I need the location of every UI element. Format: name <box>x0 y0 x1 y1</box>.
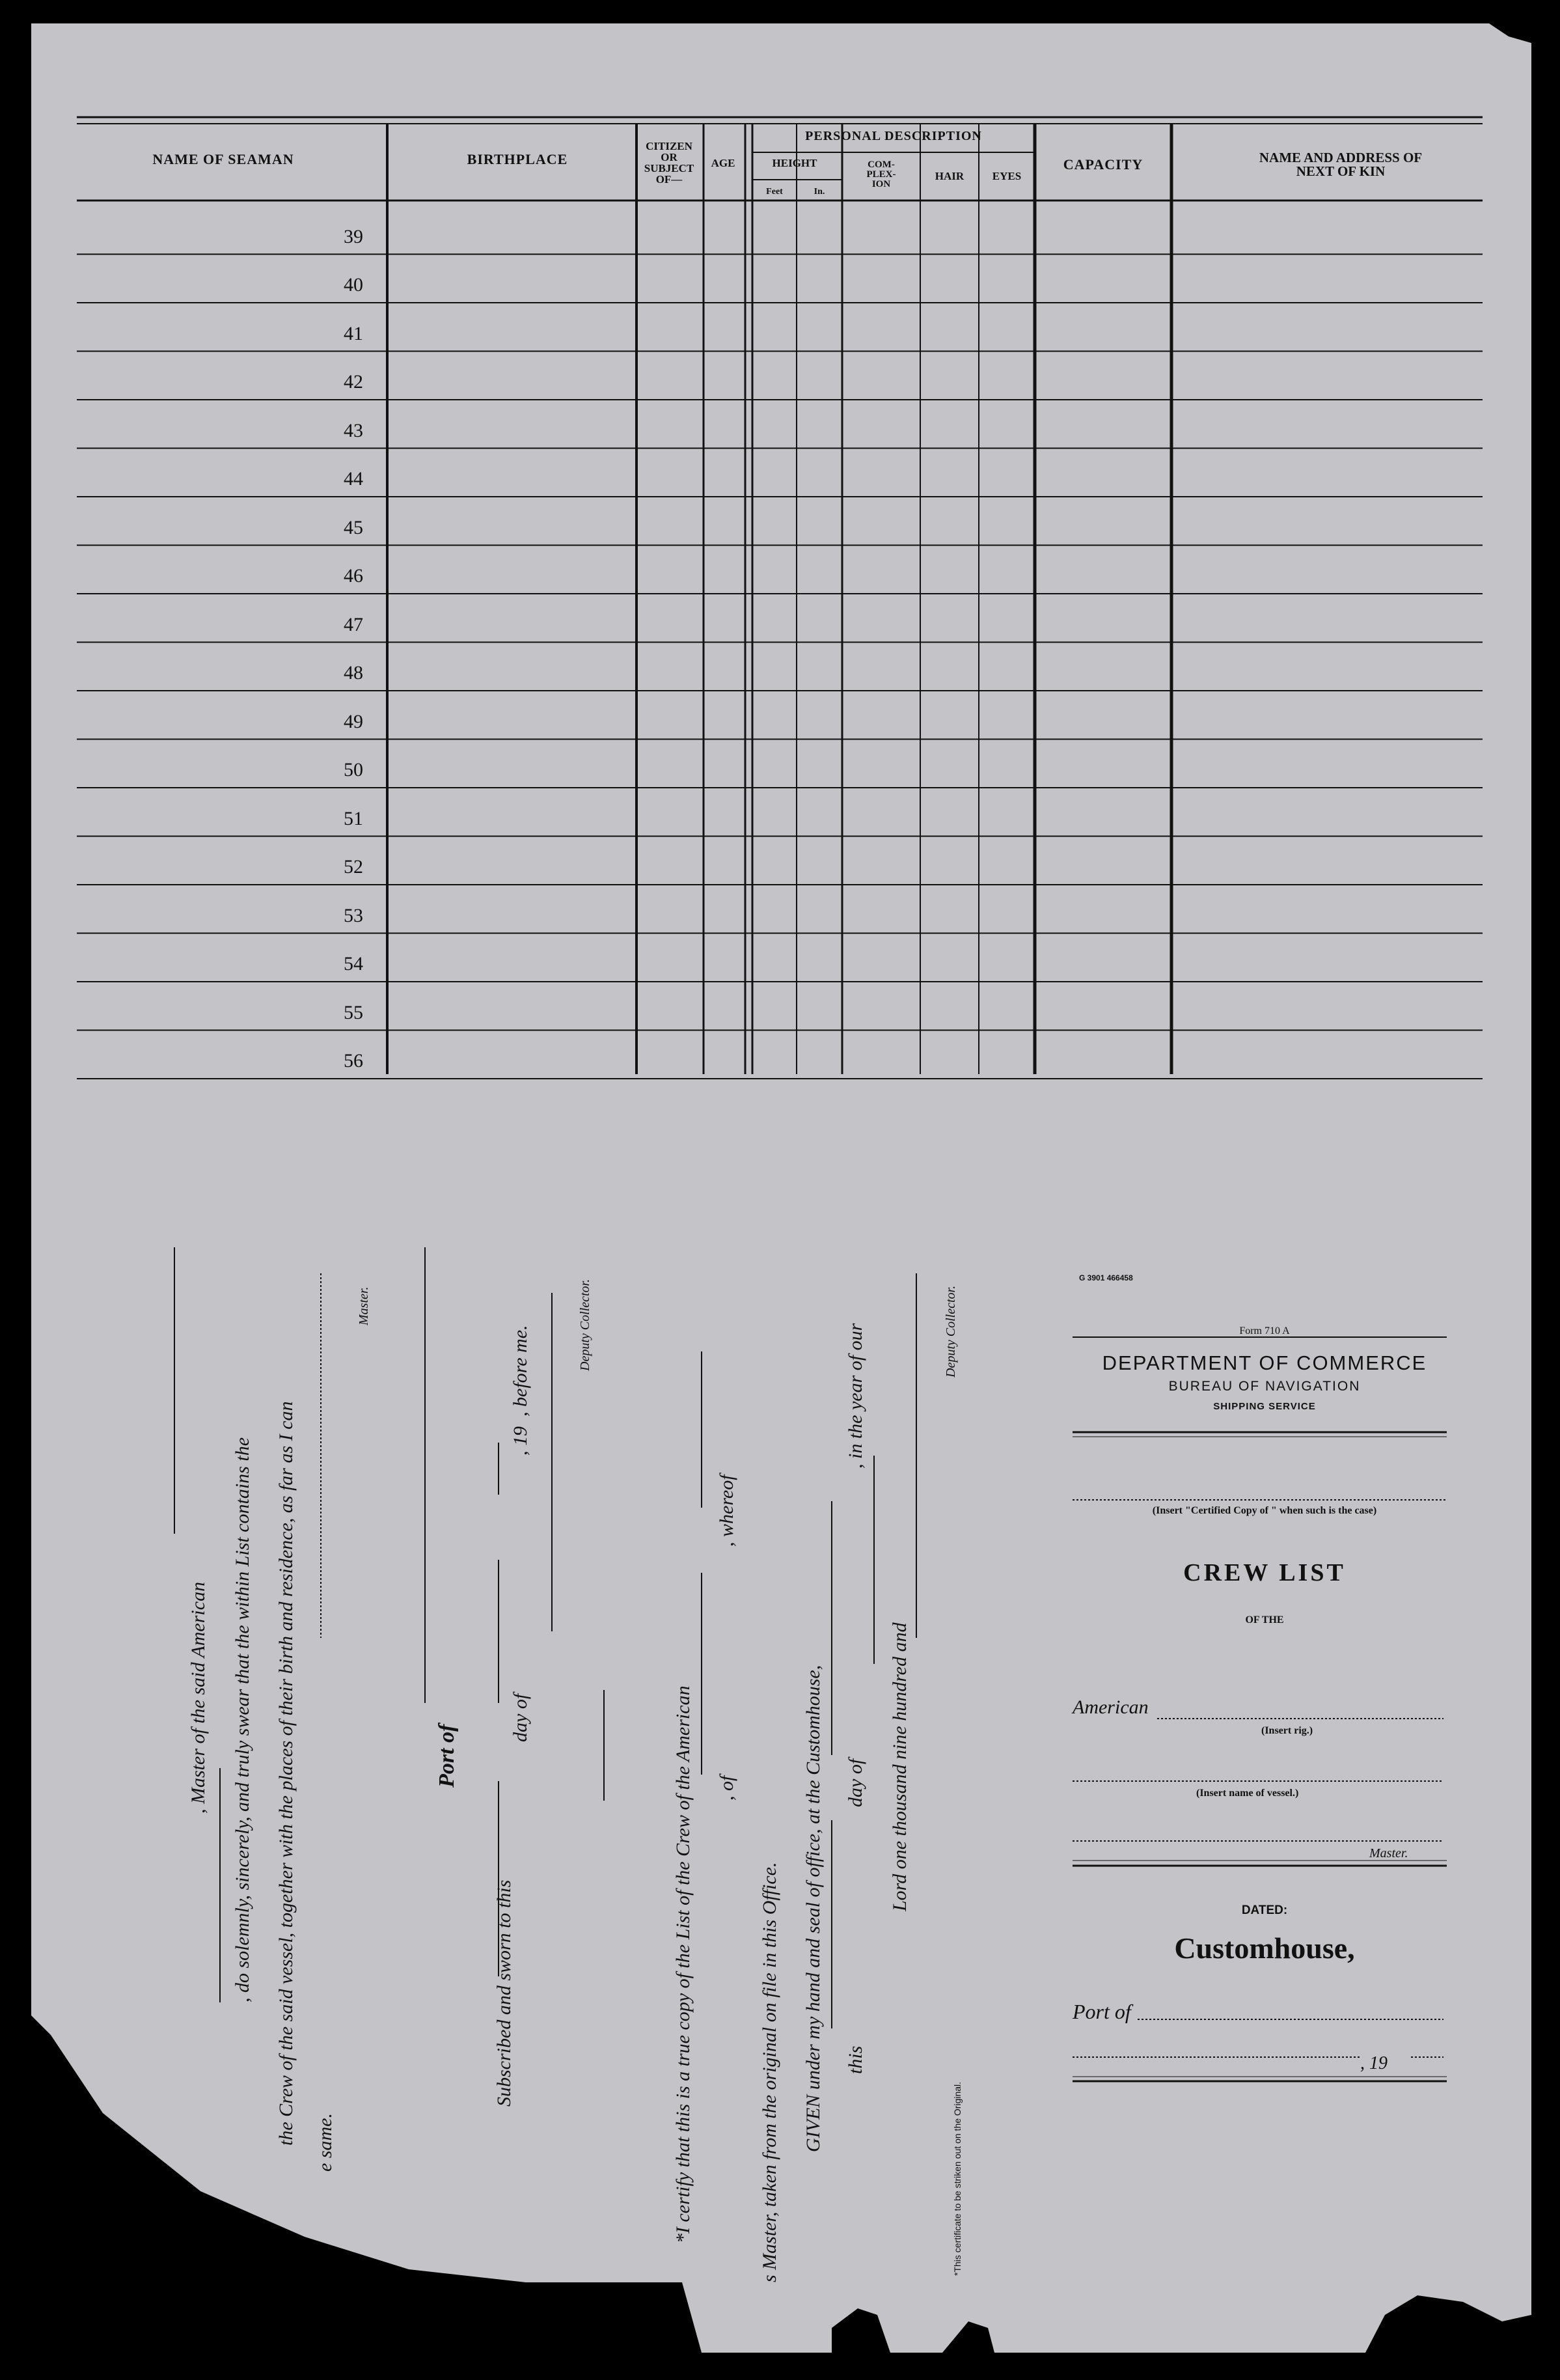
insert-certified-note: (Insert "Certified Copy of " when such is the case) <box>1152 1505 1377 1516</box>
certificate-line-3: GIVEN under my hand and seal of office, at the Customhouse, <box>802 1665 824 2152</box>
certificate-line-2: s Master, taken from the original on file in this Office. <box>759 1862 780 2282</box>
year-prefix: , 19 <box>1360 2053 1388 2073</box>
row-number: 41 <box>344 322 363 344</box>
row-number: 50 <box>344 759 363 781</box>
oath-line-3: the Crew of the said vessel, together with the places of their birth and residence, as far as I can <box>275 1401 297 2146</box>
certificate-whereof: , whereof <box>716 1474 737 1547</box>
header-birthplace: BIRTHPLACE <box>467 151 568 167</box>
header-height: HEIGHT <box>772 157 817 169</box>
jurat-subscribed: Subscribed and sworn to this <box>493 1879 515 2107</box>
header-eyes: EYES <box>992 170 1022 182</box>
row-number: 54 <box>344 953 363 975</box>
service: SHIPPING SERVICE <box>1213 1401 1316 1412</box>
header-feet: Feet <box>766 187 783 197</box>
header-inches: In. <box>814 187 825 197</box>
row-number: 48 <box>344 662 363 684</box>
row-number: 53 <box>344 904 363 926</box>
row-number: 51 <box>344 807 363 829</box>
port-of-label: Port of <box>1073 2000 1131 2023</box>
header-citizen: CITIZEN OR SUBJECT OF— <box>644 140 694 186</box>
crew-list-title: CREW LIST <box>1183 1559 1346 1586</box>
oath-line-2: , do solemnly, sincerely, and truly swear that the within List contains the <box>232 1437 253 2002</box>
header-complexion: COM- PLEX- ION <box>866 159 896 189</box>
row-number: 40 <box>344 274 363 296</box>
certificate-collector: Deputy Collector. <box>944 1285 958 1377</box>
american-label: American <box>1073 1696 1149 1718</box>
row-number: 47 <box>344 613 363 635</box>
bureau: BUREAU OF NAVIGATION <box>1168 1379 1361 1394</box>
oath-line-4: e same. <box>314 2113 336 2172</box>
jurat-collector: Deputy Collector. <box>578 1279 592 1371</box>
header-capacity: CAPACITY <box>1063 156 1143 173</box>
form-number: Form 710 A <box>1239 1325 1290 1336</box>
header-age: AGE <box>711 157 735 169</box>
jurat-year: , 19 <box>510 1426 531 1456</box>
row-number: 45 <box>344 516 363 538</box>
row-number: 39 <box>344 225 363 247</box>
dated-label: DATED: <box>1241 1903 1288 1917</box>
row-number: 52 <box>344 856 363 878</box>
row-number: 49 <box>344 710 363 732</box>
master-signature-label: Master. <box>357 1286 371 1325</box>
row-number: 46 <box>344 565 363 587</box>
oath-line-1: , Master of the said American <box>187 1581 209 1814</box>
master-label: Master. <box>1369 1846 1408 1861</box>
certificate-line-1: *I certify that this is a true copy of the List of the Crew of the American <box>672 1685 694 2243</box>
jurat-before-me: , before me. <box>510 1325 531 1417</box>
row-number: 55 <box>344 1001 363 1023</box>
header-hair: HAIR <box>935 170 965 182</box>
header-personal-description: PERSONAL DESCRIPTION <box>805 129 982 143</box>
header-next-of-kin: NAME AND ADDRESS OF NEXT OF KIN <box>1259 150 1423 179</box>
row-number: 43 <box>344 419 363 441</box>
of-the: OF THE <box>1245 1614 1284 1626</box>
jurat-day-of: day of <box>510 1693 531 1742</box>
row-number: 44 <box>344 468 363 490</box>
certificate-of: , of <box>716 1775 737 1801</box>
insert-vessel-note: (Insert name of vessel.) <box>1196 1788 1299 1799</box>
certificate-year-of-our: , in the year of our <box>845 1323 866 1469</box>
certificate-this: this <box>845 2045 866 2074</box>
row-number: 42 <box>344 371 363 393</box>
certificate-lord: Lord one thousand nine hundred and <box>889 1622 910 1911</box>
torn-corner <box>31 23 1531 2353</box>
row-number: 56 <box>344 1050 363 1072</box>
insert-rig-note: (Insert rig.) <box>1261 1725 1313 1736</box>
jurat-port: Port of <box>435 1724 459 1788</box>
certificate-footnote: *This certificate to be striken out on the Original. <box>952 2081 963 2276</box>
crew-list-page <box>31 23 1531 2353</box>
customhouse-label: Customhouse, <box>1174 1931 1355 1965</box>
certificate-day-of: day of <box>845 1758 866 1807</box>
header-name-of-seaman: NAME OF SEAMAN <box>152 151 294 167</box>
print-code: G 3901 466458 <box>1079 1273 1133 1282</box>
department: DEPARTMENT OF COMMERCE <box>1102 1351 1427 1374</box>
